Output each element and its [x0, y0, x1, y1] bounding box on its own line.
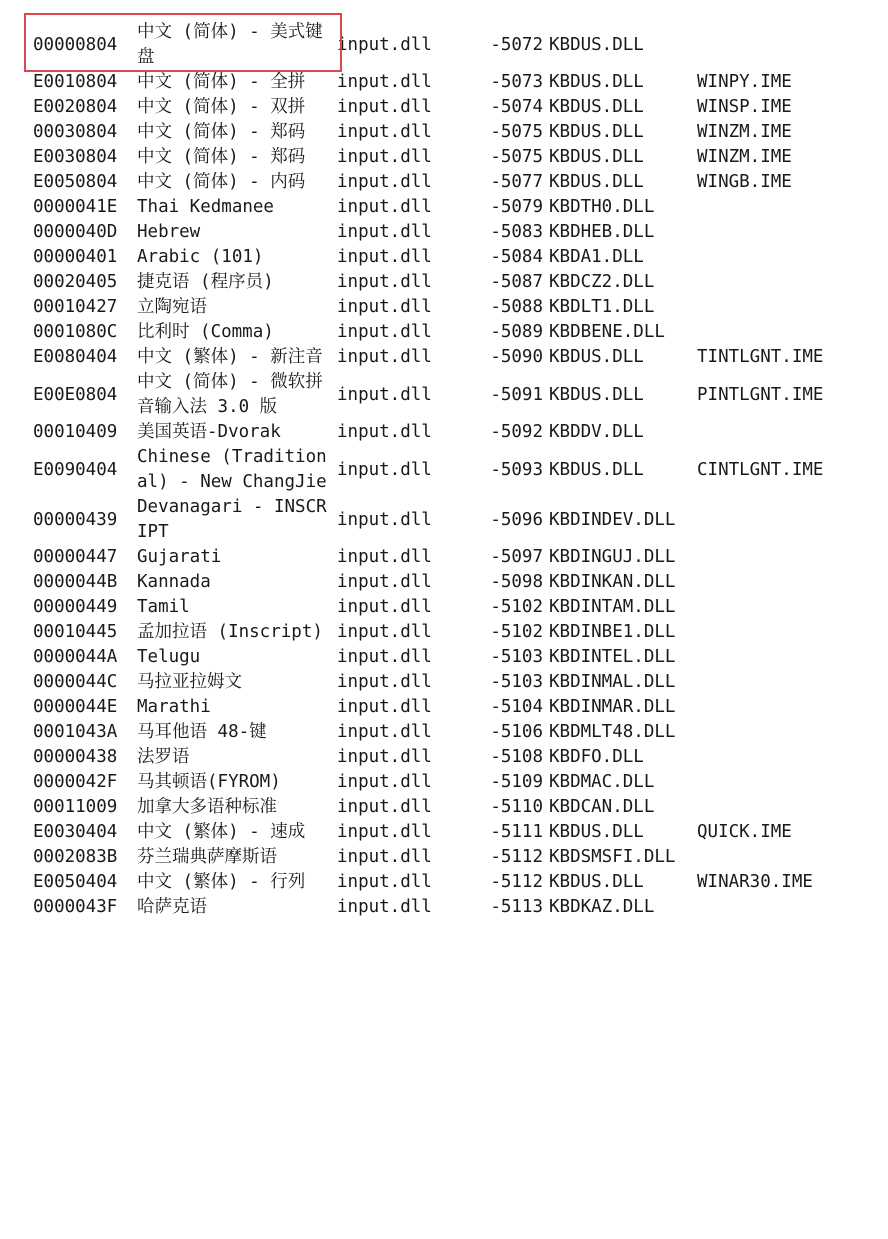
layout-name-cell: Tamil	[137, 597, 190, 617]
layout-name-cell: 孟加拉语 (Inscript)	[137, 622, 323, 642]
dll-cell: input.dll	[337, 222, 432, 242]
layout-name-cell: 中文 (简体) - 美式键盘	[137, 22, 323, 67]
table-row	[30, 145, 837, 170]
resource-id-cell: -5103	[490, 647, 543, 667]
ime-file-cell	[697, 745, 837, 770]
layout-name-cell: 比利时 (Comma)	[137, 322, 274, 342]
keyboard-dll-cell: KBDDV.DLL	[549, 422, 644, 442]
dll-cell: input.dll	[337, 172, 432, 192]
ime-file-cell	[697, 295, 837, 320]
keyboard-dll-cell: KBDSMSFI.DLL	[549, 847, 676, 867]
keyboard-dll-cell: KBDCZ2.DLL	[549, 272, 655, 292]
resource-id-cell: -5109	[490, 772, 543, 792]
dll-cell: input.dll	[337, 34, 432, 55]
dll-cell: input.dll	[337, 197, 432, 217]
layout-name-cell: 捷克语 (程序员)	[137, 272, 274, 292]
keyboard-dll-cell: KBDHEB.DLL	[549, 222, 655, 242]
table-row	[30, 745, 837, 770]
resource-id-cell: -5077	[490, 172, 543, 192]
keyboard-dll-cell: KBDINMAL.DLL	[549, 672, 676, 692]
dll-cell: input.dll	[337, 647, 432, 667]
keyboard-dll-cell: KBDCAN.DLL	[549, 797, 655, 817]
resource-id-cell: -5098	[490, 572, 543, 592]
table-row	[30, 370, 837, 420]
layout-name-cell: Kannada	[137, 572, 211, 592]
ime-file-cell	[697, 795, 837, 820]
resource-id-cell: -5102	[490, 597, 543, 617]
layout-name-cell: 立陶宛语	[137, 297, 207, 317]
ime-file-cell: WINAR30.IME	[697, 872, 813, 892]
dll-cell: input.dll	[337, 384, 432, 405]
ime-file-cell	[697, 20, 837, 70]
table-row	[30, 120, 837, 145]
keyboard-dll-cell: KBDMAC.DLL	[549, 772, 655, 792]
resource-id-cell: -5079	[490, 197, 543, 217]
layout-id-cell: 0001043A	[33, 722, 118, 742]
layout-name-cell: Chinese (Traditional) - New ChangJie	[137, 447, 327, 492]
resource-id-cell: -5108	[490, 747, 543, 767]
layout-id-cell: 0000040D	[33, 222, 118, 242]
ime-file-cell	[697, 695, 837, 720]
keyboard-dll-cell: KBDTH0.DLL	[549, 197, 655, 217]
table-row	[30, 495, 837, 545]
keyboard-dll-cell: KBDUS.DLL	[549, 34, 644, 55]
keyboard-dll-cell: KBDBENE.DLL	[549, 322, 665, 342]
keyboard-dll-cell: KBDUS.DLL	[549, 822, 644, 842]
layout-name-cell: Marathi	[137, 697, 211, 717]
table-row	[30, 695, 837, 720]
resource-id-cell: -5073	[490, 72, 543, 92]
layout-name-cell: 芬兰瑞典萨摩斯语	[137, 847, 277, 867]
layout-id-cell: E0010804	[33, 72, 118, 92]
ime-file-cell: CINTLGNT.IME	[697, 459, 824, 480]
resource-id-cell: -5102	[490, 622, 543, 642]
keyboard-dll-cell: KBDUS.DLL	[549, 347, 644, 367]
resource-id-cell: -5113	[490, 897, 543, 917]
keyboard-dll-cell: KBDUS.DLL	[549, 459, 644, 480]
resource-id-cell: -5093	[490, 459, 543, 480]
dll-cell: input.dll	[337, 797, 432, 817]
layout-name-cell: 马其顿语(FYROM)	[137, 772, 281, 792]
resource-id-cell: -5110	[490, 797, 543, 817]
table-row	[30, 645, 837, 670]
ime-file-cell	[697, 420, 837, 445]
ime-file-cell	[697, 845, 837, 870]
ime-file-cell	[697, 545, 837, 570]
resource-id-cell: -5090	[490, 347, 543, 367]
table-row	[30, 170, 837, 195]
layout-id-cell: E0020804	[33, 97, 118, 117]
table-row	[30, 320, 837, 345]
dll-cell: input.dll	[337, 547, 432, 567]
ime-file-cell	[697, 770, 837, 795]
ime-file-cell	[697, 495, 837, 545]
resource-id-cell: -5088	[490, 297, 543, 317]
layout-id-cell: 0000044A	[33, 647, 118, 667]
keyboard-dll-cell: KBDUS.DLL	[549, 122, 644, 142]
ime-file-cell: WINGB.IME	[697, 172, 792, 192]
keyboard-dll-cell: KBDA1.DLL	[549, 247, 644, 267]
table-row	[30, 795, 837, 820]
ime-file-cell: WINPY.IME	[697, 72, 792, 92]
layout-name-cell: 马耳他语 48-键	[137, 722, 267, 742]
dll-cell: input.dll	[337, 459, 432, 480]
table-row	[30, 220, 837, 245]
layout-name-cell: 中文 (简体) - 内码	[137, 172, 306, 192]
layout-id-cell: E0080404	[33, 347, 118, 367]
table-row	[30, 770, 837, 795]
table-row	[30, 195, 837, 220]
dll-cell: input.dll	[337, 897, 432, 917]
layout-name-cell: 中文 (繁体) - 行列	[137, 872, 306, 892]
table-row	[30, 820, 837, 845]
layout-name-cell: Thai Kedmanee	[137, 197, 274, 217]
dll-cell: input.dll	[337, 422, 432, 442]
table-row	[30, 270, 837, 295]
resource-id-cell: -5074	[490, 97, 543, 117]
layout-id-cell: 00020405	[33, 272, 118, 292]
layout-id-cell: 00000439	[33, 509, 118, 530]
layout-name-cell: 中文 (繁体) - 速成	[137, 822, 306, 842]
layout-id-cell: 00010409	[33, 422, 118, 442]
dll-cell: input.dll	[337, 122, 432, 142]
table-row	[30, 95, 837, 120]
keyboard-dll-cell: KBDINGUJ.DLL	[549, 547, 676, 567]
layout-id-cell: E0090404	[33, 459, 118, 480]
ime-file-cell	[697, 270, 837, 295]
table-row	[30, 670, 837, 695]
resource-id-cell: -5072	[490, 34, 543, 55]
ime-file-cell: TINTLGNT.IME	[697, 347, 824, 367]
layout-id-cell: 0000043F	[33, 897, 118, 917]
resource-id-cell: -5075	[490, 147, 543, 167]
layout-id-cell: E0030804	[33, 147, 118, 167]
layout-name-cell: 加拿大多语种标准	[137, 797, 277, 817]
ime-file-cell	[697, 895, 837, 920]
resource-id-cell: -5087	[490, 272, 543, 292]
dll-cell: input.dll	[337, 297, 432, 317]
keyboard-layout-table	[30, 20, 837, 920]
dll-cell: input.dll	[337, 772, 432, 792]
layout-id-cell: 0000044B	[33, 572, 118, 592]
keyboard-dll-cell: KBDINKAN.DLL	[549, 572, 676, 592]
layout-name-cell: Telugu	[137, 647, 201, 667]
layout-id-cell: E00E0804	[33, 384, 118, 405]
dll-cell: input.dll	[337, 247, 432, 267]
layout-id-cell: 0002083B	[33, 847, 118, 867]
resource-id-cell: -5089	[490, 322, 543, 342]
layout-id-cell: 0000044E	[33, 697, 118, 717]
layout-id-cell: 00011009	[33, 797, 118, 817]
table-row	[30, 20, 837, 70]
resource-id-cell: -5104	[490, 697, 543, 717]
table-row	[30, 445, 837, 495]
layout-id-cell: 0000042F	[33, 772, 118, 792]
layout-id-cell: E0050804	[33, 172, 118, 192]
keyboard-dll-cell: KBDINBE1.DLL	[549, 622, 676, 642]
keyboard-dll-cell: KBDINTEL.DLL	[549, 647, 676, 667]
layout-name-cell: 哈萨克语	[137, 897, 207, 917]
table-row	[30, 345, 837, 370]
table-row	[30, 620, 837, 645]
ime-file-cell	[697, 620, 837, 645]
keyboard-dll-cell: KBDMLT48.DLL	[549, 722, 676, 742]
table-row	[30, 845, 837, 870]
dll-cell: input.dll	[337, 672, 432, 692]
keyboard-dll-cell: KBDUS.DLL	[549, 97, 644, 117]
keyboard-dll-cell: KBDUS.DLL	[549, 872, 644, 892]
resource-id-cell: -5083	[490, 222, 543, 242]
keyboard-dll-cell: KBDKAZ.DLL	[549, 897, 655, 917]
table-row	[30, 895, 837, 920]
keyboard-dll-cell: KBDUS.DLL	[549, 172, 644, 192]
resource-id-cell: -5112	[490, 847, 543, 867]
dll-cell: input.dll	[337, 872, 432, 892]
dll-cell: input.dll	[337, 722, 432, 742]
dll-cell: input.dll	[337, 697, 432, 717]
layout-id-cell: 0000041E	[33, 197, 118, 217]
dll-cell: input.dll	[337, 509, 432, 530]
ime-file-cell	[697, 245, 837, 270]
resource-id-cell: -5092	[490, 422, 543, 442]
ime-file-cell	[697, 645, 837, 670]
keyboard-dll-cell: KBDUS.DLL	[549, 384, 644, 405]
keyboard-dll-cell: KBDFO.DLL	[549, 747, 644, 767]
keyboard-dll-cell: KBDINDEV.DLL	[549, 509, 676, 530]
dll-cell: input.dll	[337, 597, 432, 617]
dll-cell: input.dll	[337, 347, 432, 367]
dll-cell: input.dll	[337, 322, 432, 342]
table-body	[30, 20, 837, 920]
layout-id-cell: E0050404	[33, 872, 118, 892]
dll-cell: input.dll	[337, 72, 432, 92]
layout-id-cell: 00000804	[33, 34, 118, 55]
layout-name-cell: Arabic (101)	[137, 247, 264, 267]
table-row	[30, 870, 837, 895]
dll-cell: input.dll	[337, 147, 432, 167]
layout-name-cell: 中文 (简体) - 郑码	[137, 122, 306, 142]
dll-cell: input.dll	[337, 622, 432, 642]
ime-file-cell: WINZM.IME	[697, 122, 792, 142]
ime-file-cell	[697, 570, 837, 595]
ime-file-cell	[697, 195, 837, 220]
layout-name-cell: 中文 (简体) - 微软拼音输入法 3.0 版	[137, 372, 323, 417]
ime-file-cell	[697, 220, 837, 245]
ime-file-cell: PINTLGNT.IME	[697, 384, 824, 405]
layout-id-cell: E0030404	[33, 822, 118, 842]
table-row	[30, 70, 837, 95]
keyboard-dll-cell: KBDUS.DLL	[549, 72, 644, 92]
keyboard-dll-cell: KBDUS.DLL	[549, 147, 644, 167]
dll-cell: input.dll	[337, 747, 432, 767]
layout-id-cell: 00000438	[33, 747, 118, 767]
layout-name-cell: 法罗语	[137, 747, 190, 767]
layout-name-cell: 马拉亚拉姆文	[137, 672, 242, 692]
ime-file-cell	[697, 720, 837, 745]
resource-id-cell: -5075	[490, 122, 543, 142]
ime-file-cell	[697, 670, 837, 695]
ime-file-cell	[697, 595, 837, 620]
resource-id-cell: -5097	[490, 547, 543, 567]
table-row	[30, 420, 837, 445]
dll-cell: input.dll	[337, 847, 432, 867]
table-row	[30, 570, 837, 595]
layout-name-cell: Devanagari - INSCRIPT	[137, 497, 327, 542]
dll-cell: input.dll	[337, 822, 432, 842]
keyboard-dll-cell: KBDINTAM.DLL	[549, 597, 676, 617]
ime-file-cell	[697, 320, 837, 345]
layout-id-cell: 0000044C	[33, 672, 118, 692]
table-row	[30, 295, 837, 320]
layout-id-cell: 00000449	[33, 597, 118, 617]
layout-name-cell: 中文 (繁体) - 新注音	[137, 347, 323, 367]
keyboard-dll-cell: KBDLT1.DLL	[549, 297, 655, 317]
resource-id-cell: -5112	[490, 872, 543, 892]
layout-name-cell: 中文 (简体) - 全拼	[137, 72, 306, 92]
keyboard-dll-cell: KBDINMAR.DLL	[549, 697, 676, 717]
dll-cell: input.dll	[337, 272, 432, 292]
table-row	[30, 245, 837, 270]
ime-file-cell: QUICK.IME	[697, 822, 792, 842]
resource-id-cell: -5096	[490, 509, 543, 530]
layout-id-cell: 00010445	[33, 622, 118, 642]
ime-file-cell: WINSP.IME	[697, 97, 792, 117]
resource-id-cell: -5111	[490, 822, 543, 842]
layout-name-cell: 中文 (简体) - 郑码	[137, 147, 306, 167]
table-row	[30, 720, 837, 745]
ime-file-cell: WINZM.IME	[697, 147, 792, 167]
layout-id-cell: 00010427	[33, 297, 118, 317]
layout-id-cell: 00000401	[33, 247, 118, 267]
dll-cell: input.dll	[337, 97, 432, 117]
resource-id-cell: -5084	[490, 247, 543, 267]
layout-id-cell: 0001080C	[33, 322, 118, 342]
resource-id-cell: -5091	[490, 384, 543, 405]
resource-id-cell: -5103	[490, 672, 543, 692]
layout-name-cell: 美国英语-Dvorak	[137, 422, 281, 442]
layout-name-cell: 中文 (简体) - 双拼	[137, 97, 306, 117]
layout-name-cell: Gujarati	[137, 547, 222, 567]
layout-name-cell: Hebrew	[137, 222, 201, 242]
resource-id-cell: -5106	[490, 722, 543, 742]
table-row	[30, 545, 837, 570]
layout-id-cell: 00000447	[33, 547, 118, 567]
layout-id-cell: 00030804	[33, 122, 118, 142]
dll-cell: input.dll	[337, 572, 432, 592]
table-row	[30, 595, 837, 620]
